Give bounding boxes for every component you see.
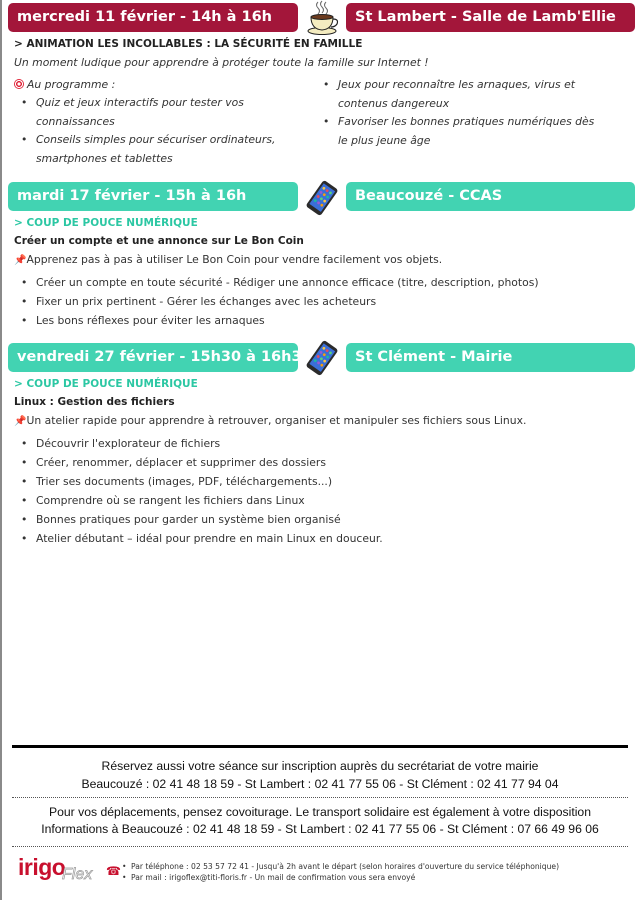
event-1-bullets-left	[14, 94, 275, 168]
list-item: • Conseils simples pour sécuriser ordinateurs,	[14, 131, 275, 150]
list-item: • Quiz et jeux interactifs pour tester vos	[14, 94, 275, 113]
contact-phone: • Par téléphone : 02 53 57 72 41 - Jusqu'à 2h avant le départ (selon horaires d'ouverture du service téléphonique)	[122, 861, 559, 872]
list-item-continuation	[316, 95, 594, 114]
list-item: • Découvrir l'explorateur de fichiers	[14, 434, 383, 453]
event-2-location: Beaucouzé - CCAS	[355, 188, 503, 204]
pushpin-icon: 📌	[14, 255, 27, 266]
event-3-date-banner	[8, 343, 312, 372]
event-1-date-banner	[8, 3, 298, 32]
event-1-section-title: > ANIMATION LES INCOLLABLES : LA SÉCURITÉ EN FAMILLE	[14, 38, 363, 50]
list-item: • Bonnes pratiques pour garder un système bien organisé	[14, 510, 383, 529]
event-1-bullets-right	[316, 76, 594, 150]
event-3-date: vendredi 27 février - 15h30 à 16h30	[17, 349, 312, 365]
program-label-text: Au programme :	[27, 78, 116, 91]
event-2-date-banner	[8, 182, 298, 211]
footer-divider	[12, 745, 628, 748]
dotted-divider	[12, 797, 628, 798]
event-2-intro	[14, 253, 442, 266]
list-item: • Créer, renommer, déplacer et supprimer des dossiers	[14, 453, 383, 472]
smartphone-icon	[302, 340, 342, 376]
list-item: • Atelier débutant – idéal pour prendre en main Linux en douceur.	[14, 529, 383, 548]
irigo-flex-logo	[18, 854, 121, 886]
phone-icon: ☎	[106, 864, 121, 878]
event-3-location-banner	[346, 343, 635, 372]
event-1-location: St Lambert - Salle de Lamb'Ellie	[355, 9, 616, 25]
event-1-intro: Un moment ludique pour apprendre à protéger toute la famille sur Internet !	[14, 56, 429, 69]
event-2-bullets	[14, 273, 539, 330]
list-item-continuation	[316, 132, 594, 151]
list-item: • Trier ses documents (images, PDF, téléchargements...)	[14, 472, 383, 491]
event-2-location-banner	[346, 182, 635, 211]
dotted-divider	[12, 846, 628, 847]
event-1-date: mercredi 11 février - 14h à 16h	[17, 9, 272, 25]
event-3-intro-text: Un atelier rapide pour apprendre à retrouver, organiser et manipuler ses fichiers sous Linux.	[26, 414, 527, 427]
coffee-cup-icon	[303, 0, 343, 36]
contact-mail: • Par mail : irigoflex@titi-floris.fr - Un mail de confirmation vous sera envoyé	[122, 872, 559, 883]
transport-line-2: Informations à Beaucouzé : 02 41 48 18 59 - St Lambert : 02 41 77 55 06 - St Clément : 07 66 49 96 06	[41, 822, 599, 836]
list-item: • Les bons réflexes pour éviter les arnaques	[14, 311, 539, 330]
event-1-location-banner	[346, 3, 635, 32]
list-item: • Comprendre où se rangent les fichiers dans Linux	[14, 491, 383, 510]
list-item-continuation	[14, 150, 275, 169]
pushpin-icon: 📌	[14, 416, 27, 427]
event-2-date: mardi 17 février - 15h à 16h	[17, 188, 247, 204]
list-item: • Favoriser les bonnes pratiques numériques dès	[316, 113, 594, 132]
list-item-text: smartphones et tablettes	[36, 151, 173, 165]
list-item: • Créer un compte en toute sécurité - Rédiger une annonce efficace (titre, description, photos)	[14, 273, 539, 292]
list-item-text: connaissances	[36, 114, 115, 128]
event-3-subtitle: Linux : Gestion des fichiers	[14, 396, 175, 408]
logo-flex: Flex	[62, 866, 93, 883]
list-item-text: le plus jeune âge	[338, 133, 431, 147]
event-2-section-title: > COUP DE POUCE NUMÉRIQUE	[14, 217, 198, 229]
event-3-intro	[14, 414, 526, 427]
event-3-section-title: > COUP DE POUCE NUMÉRIQUE	[14, 378, 198, 390]
transport-line-1: Pour vos déplacements, pensez covoiturage. Le transport solidaire est également à votre disposition	[49, 805, 591, 819]
reserve-line-1: Réservez aussi votre séance sur inscription auprès du secrétariat de votre mairie	[101, 759, 539, 773]
list-item: • Jeux pour reconnaître les arnaques, virus et	[316, 76, 594, 95]
target-icon	[14, 79, 24, 89]
logo-irigo: irigo	[18, 854, 66, 880]
event-3-bullets	[14, 434, 383, 548]
list-item-continuation	[14, 113, 275, 132]
event-2-intro-text: Apprenez pas à pas à utiliser Le Bon Coin pour vendre facilement vos objets.	[26, 253, 443, 266]
event-3-location: St Clément - Mairie	[355, 349, 513, 365]
list-item: • Fixer un prix pertinent - Gérer les échanges avec les acheteurs	[14, 292, 539, 311]
event-2-subtitle: Créer un compte et une annonce sur Le Bon Coin	[14, 235, 304, 247]
reserve-line-2: Beaucouzé : 02 41 48 18 59 - St Lambert : 02 41 77 55 06 - St Clément : 02 41 77 94 04	[81, 777, 559, 791]
event-1-program-label	[14, 78, 115, 91]
list-item-text: contenus dangereux	[338, 96, 450, 110]
page-left-border	[0, 0, 2, 900]
smartphone-icon	[302, 180, 342, 216]
contact-list	[122, 861, 559, 883]
